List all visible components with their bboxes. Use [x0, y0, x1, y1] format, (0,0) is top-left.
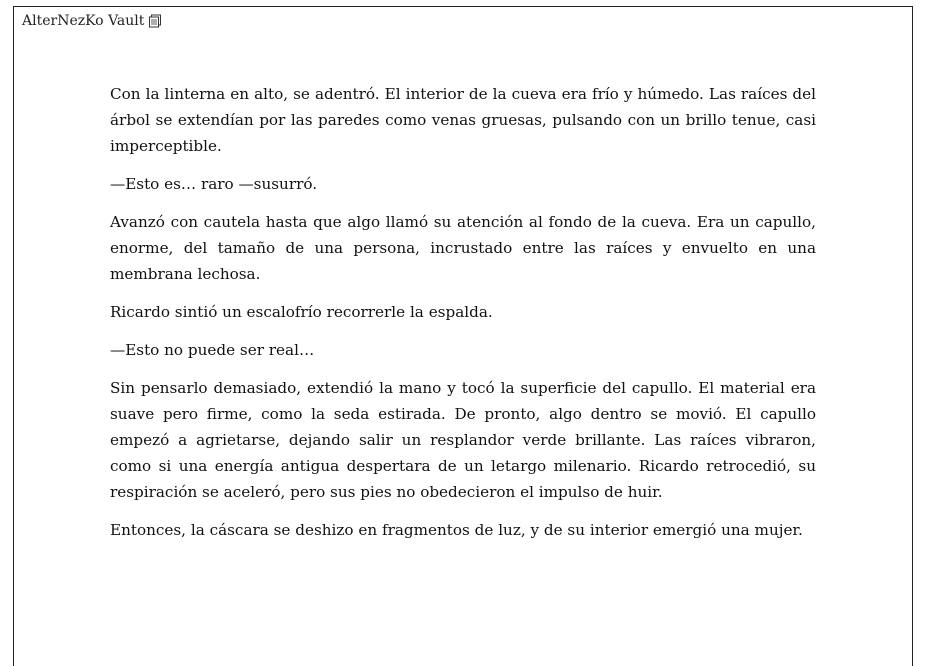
paragraph: —Esto no puede ser real…	[110, 341, 315, 359]
paragraph: Entonces, la cáscara se deshizo en fragmentos de luz, y de su interior emergió una mujer.	[110, 521, 803, 539]
site-header	[22, 13, 162, 29]
page-frame	[13, 6, 913, 666]
site-title[interactable]: AlterNezKo Vault	[22, 13, 145, 29]
paragraph: Avanzó con cautela hasta que algo llamó su atención al fondo de la cueva. Era un capullo, enorme, del tamaño de una persona, incrustado entre las raíces y envuelto en una membrana lechosa.	[110, 213, 816, 283]
paragraph: —Esto es… raro —susurró.	[110, 175, 318, 193]
paragraph: Sin pensarlo demasiado, extendió la mano y tocó la superficie del capullo. El material era suave pero firme, como la seda estirada. De pronto, algo dentro se movió. El capullo empezó a agrietarse, dejando salir un resplandor verde brillante. Las raíces vibraron, como si una energía antigua despertara de un letargo milenario. Ricardo retrocedió, su respiración se aceleró, pero sus pies no obedecieron el impulso de huir.	[110, 379, 816, 501]
paragraph: Ricardo sintió un escalofrío recorrerle la espalda.	[110, 303, 493, 321]
article-body	[110, 81, 816, 555]
paragraph: Con la linterna en alto, se adentró. El interior de la cueva era frío y húmedo. Las raíces del árbol se extendían por las paredes como venas gruesas, pulsando con un brillo tenue, casi imperceptible.	[110, 85, 816, 155]
document-stack-icon	[148, 14, 162, 28]
